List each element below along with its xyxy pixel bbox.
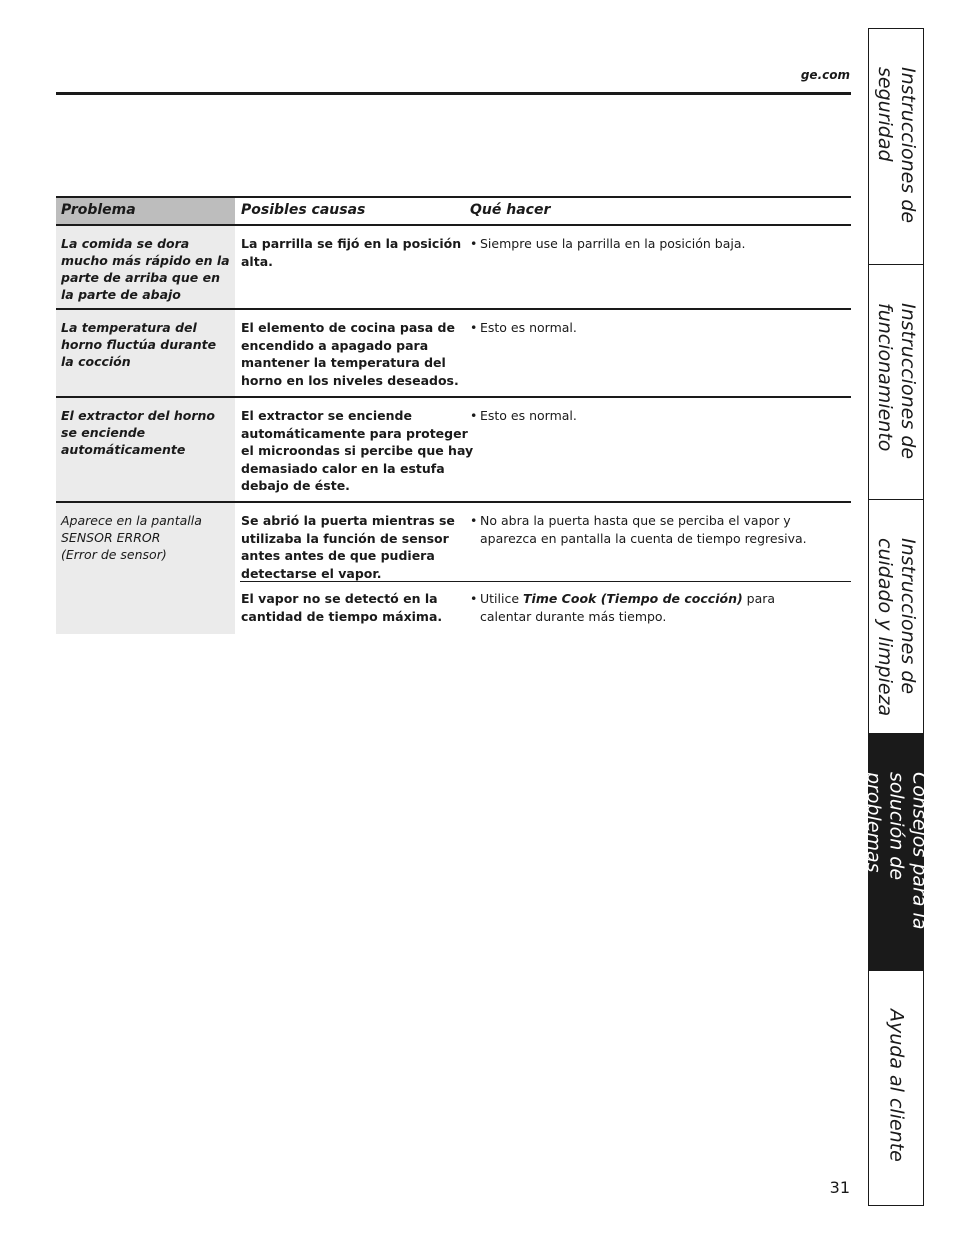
page-number: 31 [829,1178,850,1197]
header-que-hacer: Qué hacer [470,202,551,218]
tab-solucion-problemas[interactable] [862,734,931,971]
action-text: Esto es normal. [480,408,577,423]
problem-cell [56,503,235,634]
table-row [56,398,851,503]
cause-cell: La parrilla se fijó en la posición alta. [241,236,462,269]
action-cell [470,590,830,625]
table-row [56,226,851,310]
action-text: Utilice Time Cook (Tiempo de cocción) para calentar durante más tiempo. [480,591,776,624]
tab-ayuda-cliente[interactable] [869,971,923,1205]
bullet-glyph: • [470,320,478,335]
sub-row-rule [240,581,851,582]
bullet-glyph: • [470,513,478,528]
feature-name: Time Cook (Tiempo de cocción) [523,591,743,606]
tab-label: Ayuda al cliente [885,1009,908,1162]
cause-cell: El vapor no se detectó en la cantidad de tiempo máxima. [241,591,443,624]
header-rule [56,92,851,95]
site-url: ge.com [800,68,850,82]
tab-instrucciones-funcionamiento[interactable] [869,265,923,500]
header-problema: Problema [56,198,235,224]
action-text: No abra la puerta hasta que se perciba el vapor y aparezca en pantalla la cuenta de tiempo regresiva. [480,513,807,546]
problem-line: SENSOR ERROR [61,530,161,545]
troubleshooting-table [56,196,851,634]
action-cell [470,235,850,253]
tab-label: Instrucciones de cuidado y limpieza [874,538,919,717]
problem-cell: La comida se dora mucho más rápido en la parte de arriba que en la parte de abajo [56,226,235,308]
action-text: Esto es normal. [480,320,577,335]
table-row [56,310,851,398]
action-cell [470,512,830,547]
cause-cell: El extractor se enciende automáticamente para proteger el microondas si percibe que hay demasiado calor en la estufa debajo de éste. [241,408,474,493]
tab-label: Consejos para la solución de problemas [862,772,931,930]
action-cell [470,407,850,425]
bullet-glyph: • [470,408,478,423]
problem-cell: La temperatura del horno fluctúa durante la cocción [56,310,235,396]
bullet-glyph: • [470,236,478,251]
action-cell [470,319,850,337]
problem-line: (Error de sensor) [61,547,167,562]
cause-cell: Se abrió la puerta mientras se utilizaba la función de sensor antes antes de que pudiera detectarse el vapor. [241,513,455,581]
problem-line: Aparece en la pantalla [61,513,202,528]
cause-cell: El elemento de cocina pasa de encendido a apagado para mantener la temperatura del horno en los niveles deseados. [241,320,459,388]
tab-instrucciones-seguridad[interactable] [869,29,923,265]
problem-cell: El extractor del horno se enciende automáticamente [56,398,235,501]
header-posibles-causas: Posibles causas [241,202,366,218]
table-row [56,503,851,634]
action-text: Siempre use la parrilla en la posición baja. [480,236,746,251]
tab-label: Instrucciones de funcionamiento [874,303,919,460]
section-tabs [862,28,931,1206]
tab-cuidado-limpieza[interactable] [869,500,923,734]
bullet-glyph: • [470,591,478,606]
tab-label: Instrucciones de seguridad [874,67,919,224]
table-header [56,196,851,226]
